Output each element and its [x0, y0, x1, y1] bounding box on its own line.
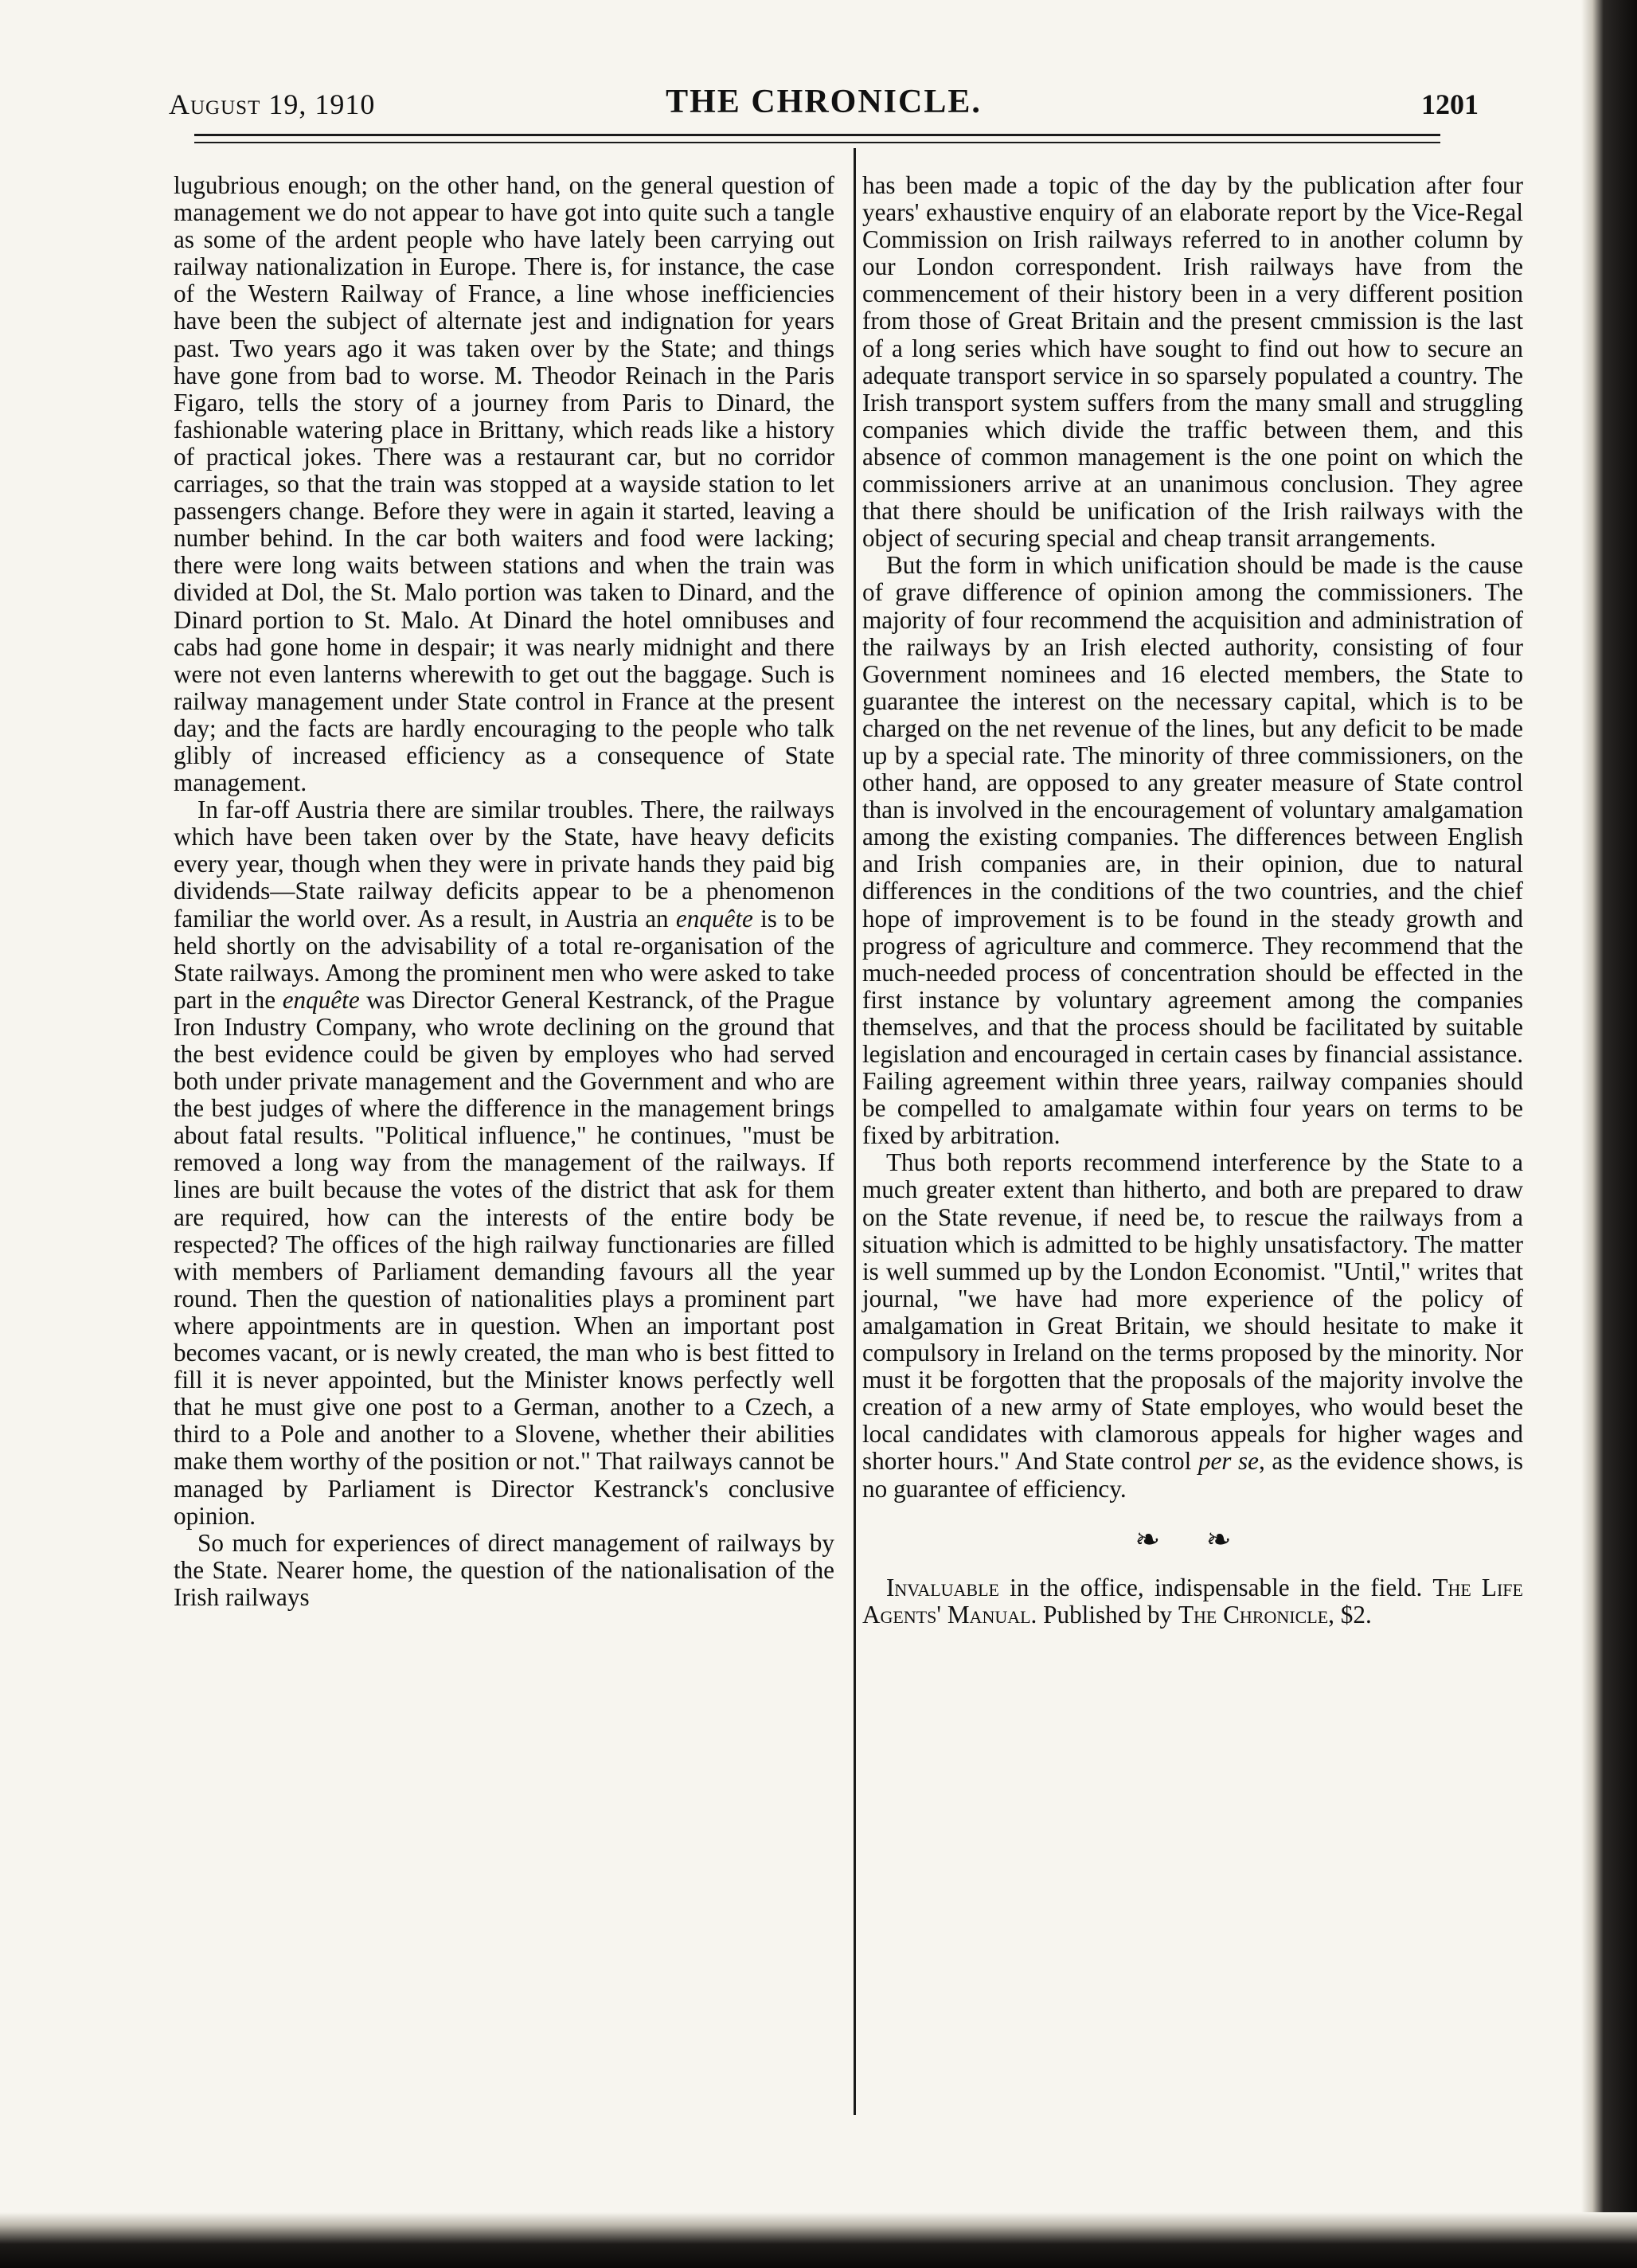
left-paragraph-2	[174, 796, 834, 1530]
right-paragraph-3-text-b: , as the evidence shows, is no guarantee of efficiency.	[862, 1447, 1524, 1503]
left-paragraph-2-text-a: In far-off Austria there are similar troubles. There, the railways which have been taken over by the State, have heavy deficits every year, though when they were in private hands they paid big dividends—State railway deficits appear to be a phenomenon familiar the world over. As a result, in Austria an	[174, 796, 834, 933]
right-paragraph-3	[862, 1149, 1523, 1502]
left-column	[174, 172, 834, 1611]
advertisement-text-b: . Published by	[1030, 1600, 1178, 1629]
right-paragraph-1: has been made a topic of the day by the publication after four years' exhaustive enquiry of an elaborate report by the Vice-Regal Commission on Irish railways referred to in another column by our London correspondent. Irish railways have from the commencement of their history been in a very different position from those of Great Britain and the present cmmission is the last of a long series which have sought to find out how to secure an adequate transport service in so sparsely populated a country. The Irish transport system suffers from the many small and struggling companies which divide the traffic between them, and this absence of common management is the one point on which the commissioners arrive at an unanimous conclusion. They agree that there should be unification of the Irish railways with the object of securing special and cheap transit arrangements.	[862, 171, 1523, 553]
page-bottom-shadow	[0, 2212, 1637, 2268]
left-paragraph-1: lugubrious enough; on the other hand, on the general question of management we do not appear to have got into quite such a tangle as some of the ardent people who have lately been carrying out railway nationalization in Europe. There is, for instance, the case of the Western Railway of France, a line whose inefficiencies have been the subject of alternate jest and indignation for years past. Two years ago it was taken over by the State; and things have gone from bad to worse. M. Theodor Reinach in the Paris Figaro, tells the story of a journey from Paris to Dinard, the fashionable watering place in Brittany, which reads like a history of practical jokes. There was a restaurant car, but no corridor carriages, so that the train was stopped at a wayside station to let passengers change. Before they were in again it started, leaving a number behind. In the car both waiters and food were lacking; there were long waits between stations and when the train was divided at Dol, the St. Malo portion was taken to Dinard, and the Dinard portion to St. Malo. At Dinard the hotel omnibuses and cabs had gone home in despair; it was nearly midnight and there were not even lanterns wherewith to get out the baggage. Such is railway management under State control in France at the present day; and the facts are hardly encouraging to the people who talk glibly of increased efficiency as a consequence of State management.	[174, 171, 834, 797]
right-paragraph-3-italic: per se	[1197, 1447, 1259, 1476]
left-paragraph-2-italic-2: enquête	[282, 985, 360, 1014]
advertisement	[862, 1574, 1523, 1629]
page-edge-shadow	[1581, 0, 1637, 2268]
issue-date: August 19, 1910	[169, 88, 376, 120]
left-paragraph-2-italic-1: enquête	[675, 904, 753, 933]
left-paragraph-2-text-b: is to be held shortly on the advisability of a total re-organisation of the State railways. Among the prominent men who were asked to take part in the	[174, 904, 835, 1014]
column-divider	[854, 148, 856, 2115]
page-header	[169, 83, 1479, 131]
advertisement-lead: Invaluable	[886, 1573, 999, 1601]
right-paragraph-2: But the form in which unification should be made is the cause of grave difference of opinion among the commissioners. The majority of four recommend the acquisition and administration of the railways by an Irish elected authority, consisting of four Government nominees and 16 elected members, the State to guarantee the interest on the necessary capital, which is to be charged on the net revenue of the lines, but any deficit to be made up by a special rate. The minority of three commissioners, on the other hand, are opposed to any greater measure of State control than is involved in the encouragement of voluntary amalgamation among the existing companies. The differences between English and Irish companies are, in their opinion, due to natural differences in the conditions of the two countries, and the chief hope of improvement is to be found in the steady growth and progress of agriculture and commerce. They recommend that the much-needed process of concentration should be effected in the first instance by voluntary agreement among the companies themselves, and that the process should be facilitated by suitable legislation and encouraged in certain cases by financial assistance. Failing agreement within three years, railway companies should be compelled to amalgamate within four years on terms to be fixed by arbitration.	[862, 551, 1523, 1150]
advertisement-publisher: The Chronicle	[1178, 1600, 1329, 1629]
header-rule-top	[194, 134, 1440, 136]
advertisement-text	[862, 1574, 1523, 1629]
advertisement-price: , $2.	[1328, 1600, 1372, 1629]
masthead-title: THE CHRONICLE.	[666, 84, 982, 120]
header-rule-bottom	[194, 142, 1440, 143]
advertisement-text-a: in the office, indispensable in the field.	[998, 1573, 1433, 1601]
page-number: 1201	[1421, 88, 1479, 120]
advertisement-title: The Life Agents' Manual	[862, 1573, 1523, 1629]
section-ornament: ❧ ❧	[1135, 1523, 1251, 1557]
left-paragraph-2-text-c: was Director General Kestranck, of the Prague Iron Industry Company, who wrote declining on the ground that the best evidence could be given by employes who had served both under private management and the Government and who are the best judges of where the difference in the management brings about fatal results. "Political influence," he continues, "must be removed a long way from the management of the railways. If lines are built because the votes of the district that ask for them are required, how can the interests of the entire body be respected? The offices of the high railway functionaries are filled with members of Parliament demanding favours all the year round. Then the question of nationalities plays a prominent part where appointments are in question. When an important post becomes vacant, or is newly created, the man who is best fitted to fill it is never appointed, but the Minister knows perfectly well that he must give one post to a German, another to a Czech, a third to a Pole and another to a Slovene, whether their abilities make them worthy of the position or not." That railways cannot be managed by Parliament is Director Kestranck's conclusive opinion.	[174, 985, 834, 1530]
right-paragraph-3-text-a: Thus both reports recommend interference by the State to a much greater extent than hitherto, and both are prepared to draw on the State revenue, if need be, to rescue the railways from a situation which is admitted to be highly unsatisfactory. The matter is well summed up by the London Economist. "Until," writes that journal, "we have had more experience of the policy of amalgamation in Great Britain, we should hesitate to make it compulsory in Ireland on the terms proposed by the minority. Nor must it be forgotten that the proposals of the majority involve the creation of a new army of State employes, who would beset the local candidates with clamorous appeals for higher wages and shorter hours." And State control	[862, 1148, 1523, 1476]
left-paragraph-3: So much for experiences of direct management of railways by the State. Nearer home, the question of the nationalisation of the Irish railways	[174, 1528, 834, 1611]
